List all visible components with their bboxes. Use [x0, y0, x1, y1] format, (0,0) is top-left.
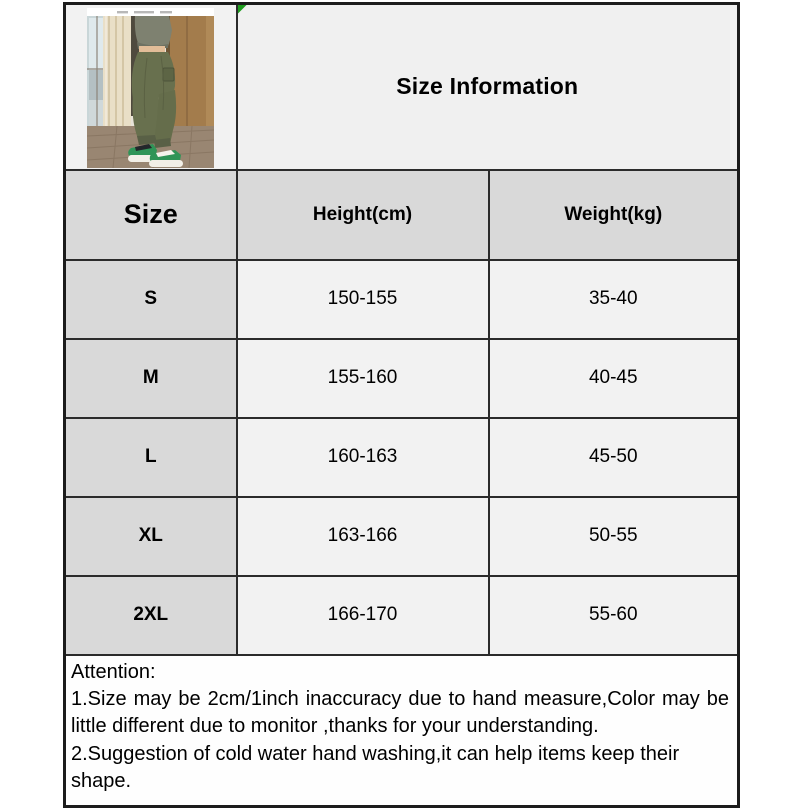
table-row-m [65, 339, 739, 418]
height-value: 155-160 [237, 339, 489, 418]
size-label: L [65, 418, 237, 497]
height-value: 166-170 [237, 576, 489, 655]
size-label: S [65, 260, 237, 339]
weight-value: 35-40 [489, 260, 739, 339]
cargo-pants [132, 52, 176, 148]
weight-value: 40-45 [489, 339, 739, 418]
product-photo-cell [65, 4, 237, 170]
column-header-size: Size [65, 170, 237, 260]
size-chart-sheet [63, 2, 737, 808]
column-header-height: Height(cm) [237, 170, 489, 260]
attention-row [65, 655, 739, 807]
page-title: Size Information [396, 73, 579, 100]
top-row [65, 4, 739, 170]
product-photo [87, 8, 214, 168]
table-row-xl [65, 497, 739, 576]
photo-scene [87, 16, 214, 168]
table-row-s [65, 260, 739, 339]
weight-value: 55-60 [489, 576, 739, 655]
size-table [63, 2, 740, 808]
attention-title: Attention: [71, 660, 156, 683]
attention-cell [65, 655, 739, 807]
cell-flag-marker [238, 5, 247, 14]
column-header-weight: Weight(kg) [489, 170, 739, 260]
height-value: 163-166 [237, 497, 489, 576]
photo-watermark [117, 11, 172, 13]
height-value: 150-155 [237, 260, 489, 339]
height-value: 160-163 [237, 418, 489, 497]
title-cell [237, 4, 739, 170]
crop-top [135, 16, 172, 47]
cargo-pocket [163, 68, 174, 81]
header-row [65, 170, 739, 260]
attention-item-2: 2.Suggestion of cold water hand washing,it can help items keep their shape. [71, 742, 680, 793]
attention-item-1: 1.Size may be 2cm/1inch inaccuracy due to hand measure,Color may be little different due to monitor ,thanks for your understanding. [71, 687, 730, 738]
weight-value: 45-50 [489, 418, 739, 497]
table-row-2xl [65, 576, 739, 655]
table-row-l [65, 418, 739, 497]
size-label: XL [65, 497, 237, 576]
weight-value: 50-55 [489, 497, 739, 576]
size-label: M [65, 339, 237, 418]
size-label: 2XL [65, 576, 237, 655]
